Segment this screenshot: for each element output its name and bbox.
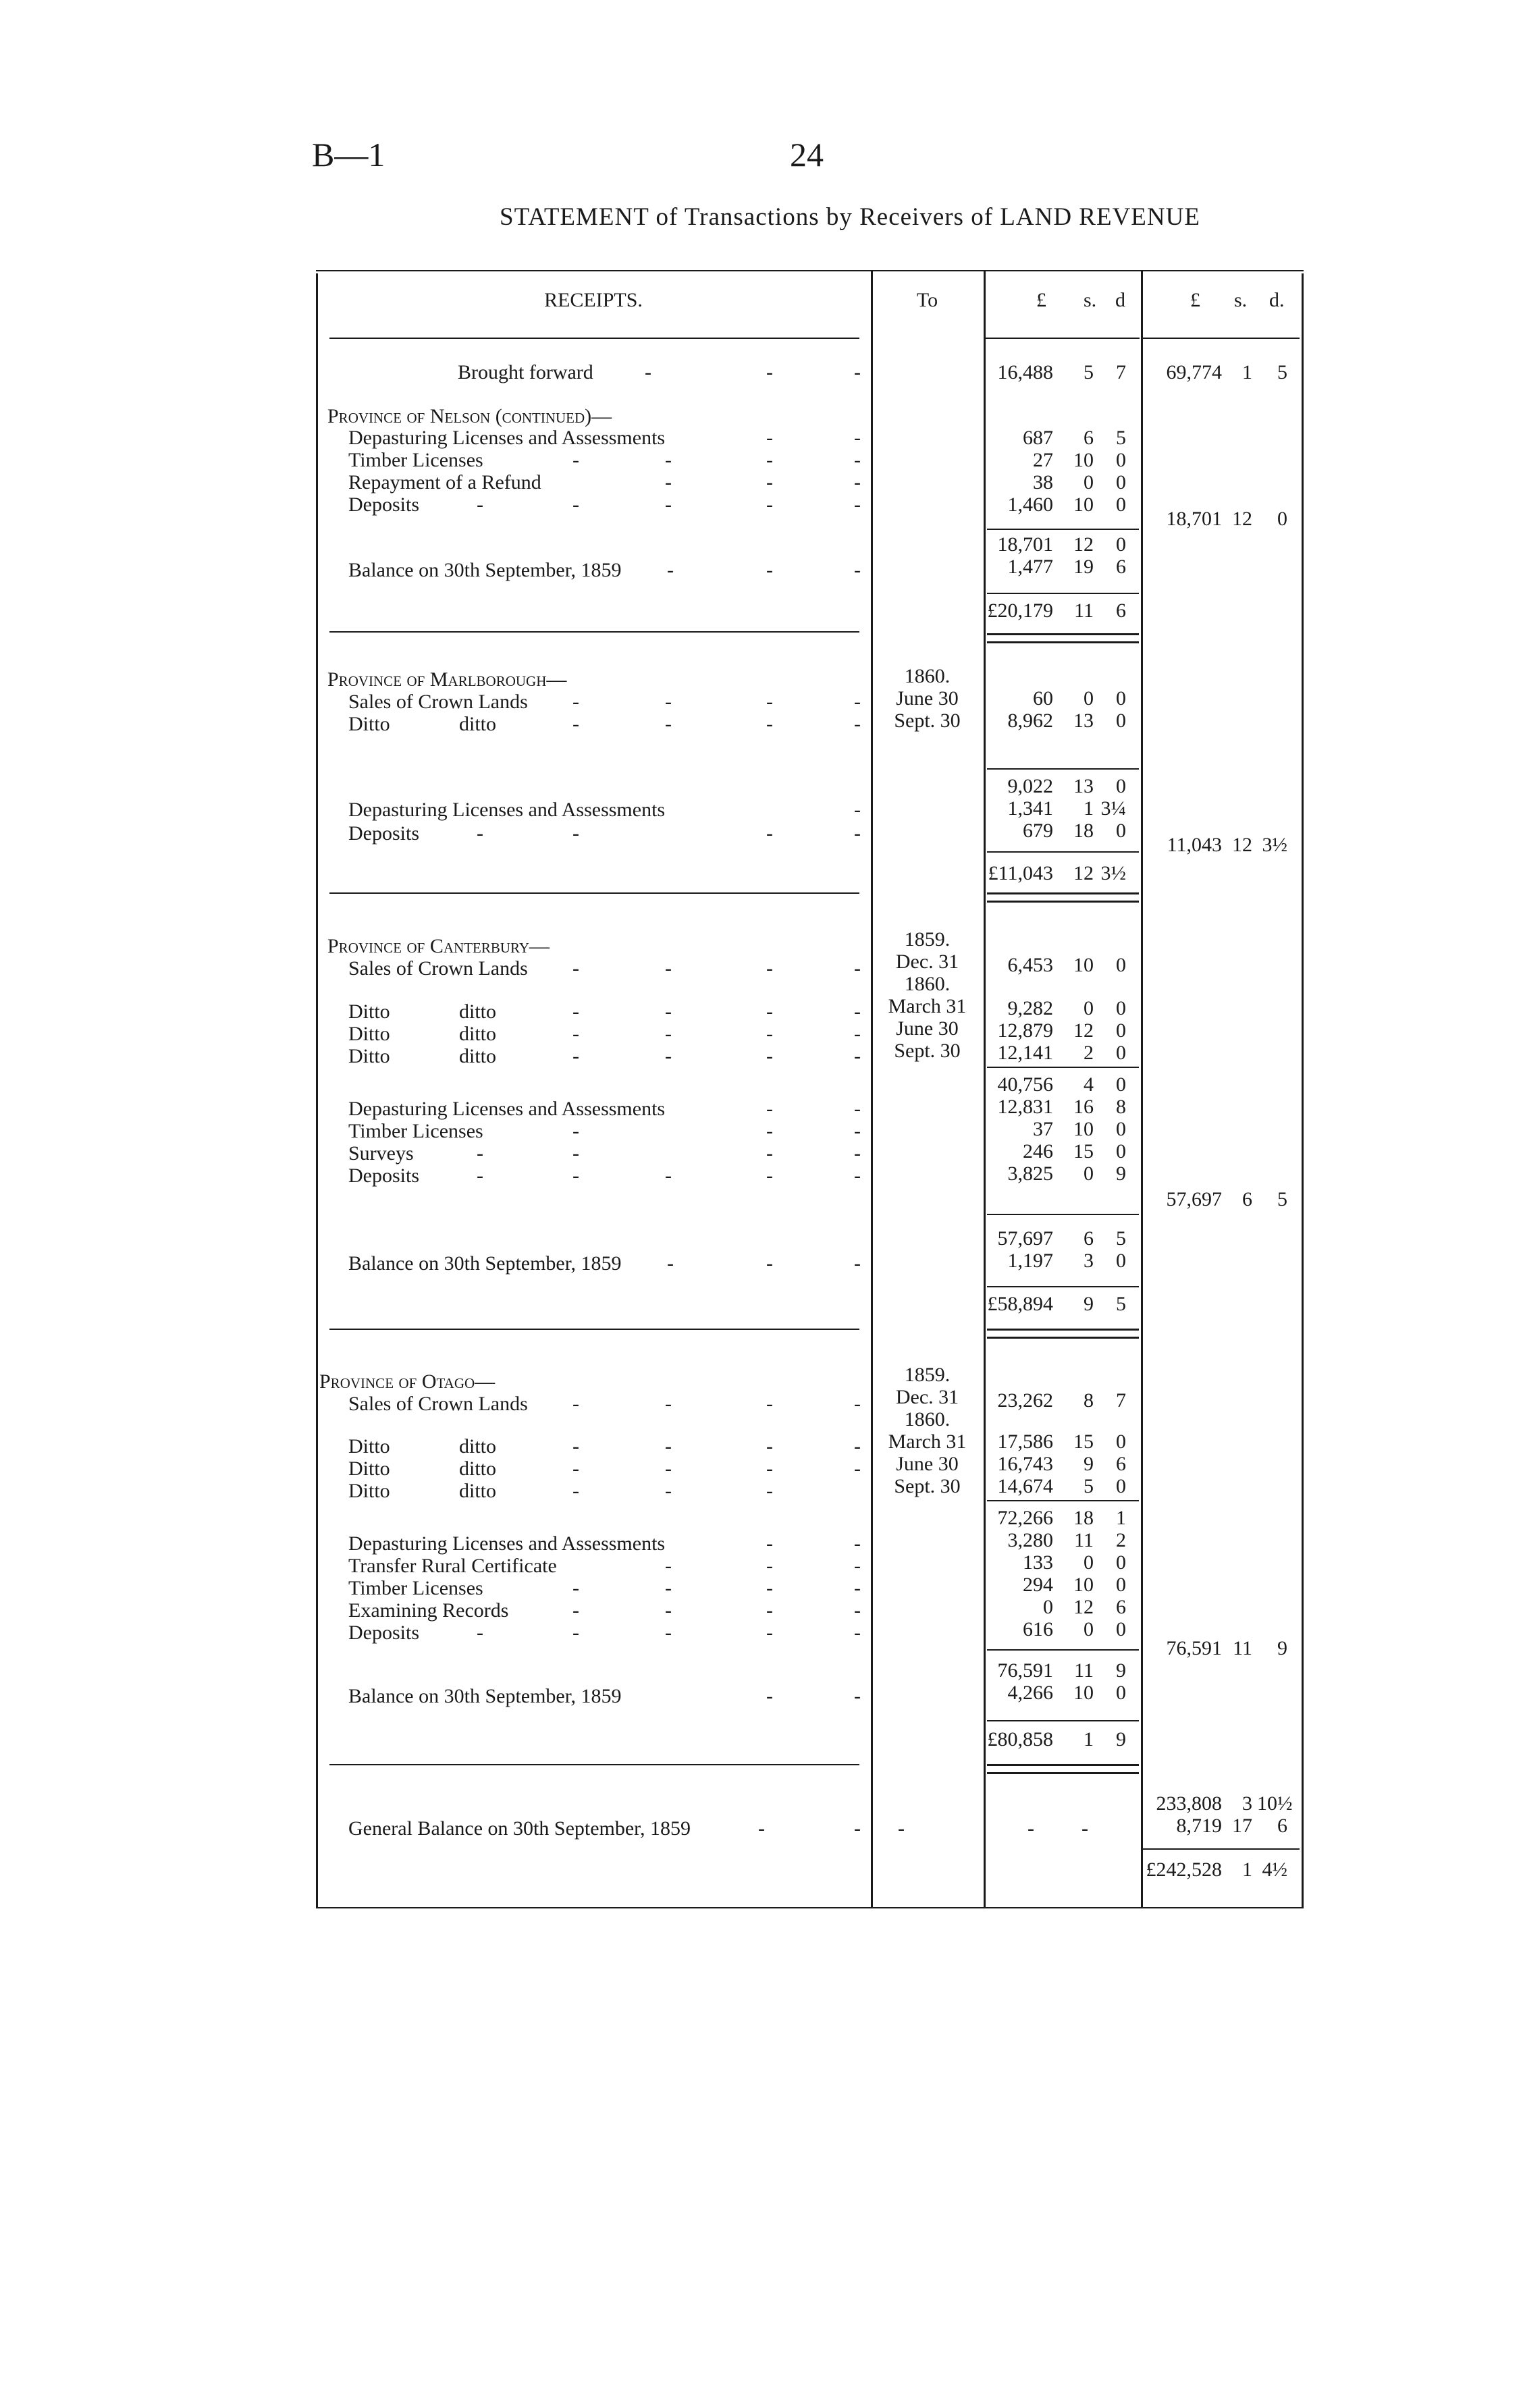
amount-pounds: 14,674 (997, 1475, 1053, 1497)
col-header-pence-total: d. (1269, 289, 1285, 311)
total-pounds: 69,774 (1166, 361, 1222, 383)
amount-shillings: 0 (1084, 997, 1094, 1019)
date-year: 1860. (904, 665, 951, 687)
amount-pence: 5 (1116, 427, 1126, 449)
row-label: Deposits (348, 1622, 419, 1644)
row-label: Depasturing Licenses and Assessments (348, 1532, 666, 1555)
amount-pounds: 27 (1033, 449, 1053, 471)
amount-shillings: 3 (1084, 1250, 1094, 1272)
row-label: Timber Licenses (348, 1120, 483, 1142)
amount-pence: 0 (1116, 1073, 1126, 1096)
total-pence: 9 (1277, 1637, 1287, 1659)
row-label: Examining Records (348, 1599, 509, 1622)
amount-shillings: 12 (1073, 533, 1094, 556)
amount-shillings: 0 (1084, 471, 1094, 493)
amount-pence: 0 (1116, 1250, 1126, 1272)
total-shillings: 12 (1232, 508, 1252, 530)
total-shillings: 11 (1233, 1637, 1252, 1659)
amount-pence: 0 (1116, 997, 1126, 1019)
amount-shillings: 15 (1073, 1430, 1094, 1453)
amount-pence: 7 (1116, 361, 1126, 383)
amount-pounds: 76,591 (997, 1659, 1053, 1682)
row-label: Deposits (348, 493, 419, 516)
amount-shillings: 8 (1084, 1389, 1094, 1412)
amount-pounds: 16,488 (997, 361, 1053, 383)
col-header-receipts: RECEIPTS. (544, 289, 643, 311)
row-label: Surveys (348, 1142, 414, 1165)
amount-pence: 3¼ (1100, 797, 1126, 820)
amount-shillings: 10 (1073, 1682, 1094, 1704)
row-label: Ditto (348, 1435, 390, 1457)
amount-pence: 5 (1116, 1293, 1126, 1315)
date-cell: March 31 (888, 995, 967, 1017)
amount-pounds: 1,197 (1007, 1250, 1053, 1272)
section-heading-otago: Province of Otago— (319, 1370, 496, 1393)
row-label: Ditto (348, 1457, 390, 1480)
row-label: Timber Licenses (348, 1577, 483, 1599)
amount-pence: 0 (1116, 1682, 1126, 1704)
amount-pence: 0 (1116, 449, 1126, 471)
col-header-pounds: £ (1036, 289, 1046, 311)
amount-pounds: 687 (1023, 427, 1053, 449)
amount-pounds: 23,262 (997, 1389, 1053, 1412)
row-label: Timber Licenses (348, 449, 483, 471)
amount-pounds: 17,586 (997, 1430, 1053, 1453)
col-header-pounds-total: £ (1190, 289, 1200, 311)
grand-total-shillings: 1 (1242, 1858, 1252, 1881)
page-number: 24 (790, 136, 824, 173)
amount-shillings: 18 (1073, 820, 1094, 842)
amount-pence: 0 (1116, 533, 1126, 556)
amount-pounds: 12,879 (997, 1019, 1053, 1042)
amount-pounds: 9,022 (1007, 775, 1053, 797)
row-label: Ditto (348, 1023, 390, 1045)
date-year: 1860. (904, 1408, 951, 1430)
total-shillings: 12 (1232, 834, 1252, 856)
date-cell: Sept. 30 (894, 1040, 961, 1062)
date-cell: Sept. 30 (894, 1475, 961, 1497)
amount-pounds: 1,477 (1007, 556, 1053, 578)
total-pounds: 233,808 (1156, 1792, 1222, 1815)
date-cell: March 31 (888, 1430, 967, 1453)
amount-pounds: 1,341 (1007, 797, 1053, 820)
amount-pounds: 57,697 (997, 1227, 1053, 1250)
amount-pence: 0 (1116, 710, 1126, 732)
date-year: 1859. (904, 1364, 951, 1386)
document-series-label: B—1 (312, 136, 385, 173)
amount-pence: 0 (1116, 1019, 1126, 1042)
amount-pounds: 38 (1033, 471, 1053, 493)
amount-pounds: 37 (1033, 1118, 1053, 1140)
row-label: Ditto (348, 1045, 390, 1067)
row-label: Balance on 30th September, 1859 (348, 559, 622, 581)
col-header-to: To (916, 289, 938, 311)
grand-total-pounds: £242,528 (1146, 1858, 1222, 1881)
amount-pence: 3½ (1100, 862, 1126, 884)
total-pence: 5 (1277, 361, 1287, 383)
total-pence: 3½ (1262, 834, 1287, 856)
amount-shillings: 0 (1084, 1162, 1094, 1185)
amount-shillings: 13 (1073, 775, 1094, 797)
amount-shillings: 11 (1074, 599, 1094, 622)
date-year: 1859. (904, 928, 951, 951)
row-label: Depasturing Licenses and Assessments (348, 799, 666, 821)
row-label: Ditto (348, 1000, 390, 1023)
amount-shillings: 0 (1084, 687, 1094, 710)
amount-pence: 2 (1116, 1529, 1126, 1551)
amount-pounds: 679 (1023, 820, 1053, 842)
amount-pounds: 40,756 (997, 1073, 1053, 1096)
amount-shillings: 1 (1084, 797, 1094, 820)
amount-pence: 6 (1116, 599, 1126, 622)
amount-pounds: 4,266 (1007, 1682, 1053, 1704)
total-shillings: 3 (1242, 1792, 1252, 1815)
amount-pounds: 1,460 (1007, 493, 1053, 516)
total-pounds: 11,043 (1167, 834, 1222, 856)
amount-pounds: 12,141 (997, 1042, 1053, 1064)
amount-pence: 0 (1116, 687, 1126, 710)
amount-pence: 0 (1116, 1475, 1126, 1497)
total-pounds: 8,719 (1176, 1815, 1222, 1837)
amount-pounds: 616 (1023, 1618, 1053, 1640)
total-shillings: 17 (1232, 1815, 1252, 1837)
amount-pounds: 9,282 (1007, 997, 1053, 1019)
amount-shillings: 4 (1084, 1073, 1094, 1096)
amount-pounds: 246 (1023, 1140, 1053, 1162)
amount-pounds: 294 (1023, 1574, 1053, 1596)
amount-pounds: 3,280 (1007, 1529, 1053, 1551)
total-pounds: 76,591 (1166, 1637, 1222, 1659)
amount-pence: 0 (1116, 1574, 1126, 1596)
amount-pounds: 60 (1033, 687, 1053, 710)
amount-pence: 1 (1116, 1507, 1126, 1529)
amount-shillings: 2 (1084, 1042, 1094, 1064)
amount-pence: 0 (1116, 1551, 1126, 1574)
section-heading-marlborough: Province of Marlborough— (327, 668, 567, 691)
amount-shillings: 6 (1084, 1227, 1094, 1250)
amount-shillings: 10 (1073, 954, 1094, 976)
row-label: Deposits (348, 822, 419, 845)
row-label: Sales of Crown Lands (348, 1393, 528, 1415)
date-cell: Dec. 31 (895, 951, 959, 973)
amount-shillings: 16 (1073, 1096, 1094, 1118)
amount-shillings: 19 (1073, 556, 1094, 578)
date-year: 1860. (904, 973, 951, 995)
amount-pence: 8 (1116, 1096, 1126, 1118)
amount-shillings: 12 (1073, 1019, 1094, 1042)
amount-pence: 0 (1116, 1118, 1126, 1140)
amount-shillings: 13 (1073, 710, 1094, 732)
col-header-pence: d (1115, 289, 1125, 311)
amount-shillings: 0 (1084, 1551, 1094, 1574)
date-cell: June 30 (896, 1453, 959, 1475)
amount-pounds: 6,453 (1007, 954, 1053, 976)
amount-pounds: 16,743 (997, 1453, 1053, 1475)
amount-pence: 0 (1116, 1618, 1126, 1640)
row-label: Balance on 30th September, 1859 (348, 1252, 622, 1275)
amount-shillings: 11 (1074, 1659, 1094, 1682)
amount-pounds: £80,858 (987, 1728, 1053, 1750)
amount-pounds: 12,831 (997, 1096, 1053, 1118)
total-pence: 10½ (1257, 1792, 1293, 1815)
amount-pence: 7 (1116, 1389, 1126, 1412)
amount-pence: 0 (1116, 775, 1126, 797)
total-shillings: 6 (1242, 1188, 1252, 1210)
total-shillings: 1 (1242, 361, 1252, 383)
amount-pence: 5 (1116, 1227, 1126, 1250)
row-label: Depasturing Licenses and Assessments (348, 427, 666, 449)
col-header-shillings: s. (1084, 289, 1097, 311)
statement-title: STATEMENT of Transactions by Receivers of LAND REVENUE (500, 203, 1200, 231)
general-balance-label: General Balance on 30th September, 1859 (348, 1817, 691, 1840)
amount-pence: 6 (1116, 556, 1126, 578)
grand-total-pence: 4½ (1262, 1858, 1287, 1881)
row-label-ditto: ditto (459, 1023, 497, 1045)
amount-shillings: 1 (1084, 1728, 1094, 1750)
amount-pence: 9 (1116, 1659, 1126, 1682)
total-pence: 0 (1277, 508, 1287, 530)
amount-shillings: 10 (1073, 449, 1094, 471)
amount-pounds: 133 (1023, 1551, 1053, 1574)
date-cell: June 30 (896, 687, 959, 710)
col-header-shillings-total: s. (1234, 289, 1248, 311)
row-label: Repayment of a Refund (348, 471, 541, 493)
amount-pounds: 8,962 (1007, 710, 1053, 732)
row-label: Sales of Crown Lands (348, 957, 528, 980)
amount-pence: 0 (1116, 1042, 1126, 1064)
section-heading-canterbury: Province of Canterbury— (327, 935, 550, 957)
amount-pence: 9 (1116, 1162, 1126, 1185)
row-label-ditto: ditto (459, 1435, 497, 1457)
amount-shillings: 18 (1073, 1507, 1094, 1529)
amount-shillings: 9 (1084, 1293, 1094, 1315)
amount-shillings: 12 (1073, 862, 1094, 884)
amount-pence: 0 (1116, 1430, 1126, 1453)
amount-shillings: 15 (1073, 1140, 1094, 1162)
amount-pounds: 0 (1043, 1596, 1053, 1618)
row-label: Balance on 30th September, 1859 (348, 1685, 622, 1707)
amount-shillings: 11 (1074, 1529, 1094, 1551)
amount-shillings: 6 (1084, 427, 1094, 449)
amount-pence: 0 (1116, 954, 1126, 976)
row-label: Sales of Crown Lands (348, 691, 528, 713)
amount-pounds: £11,043 (988, 862, 1053, 884)
amount-pence: 0 (1116, 471, 1126, 493)
amount-pence: 0 (1116, 1140, 1126, 1162)
date-cell: June 30 (896, 1017, 959, 1040)
row-label: Deposits (348, 1165, 419, 1187)
row-label-ditto: ditto (459, 1000, 497, 1023)
amount-pounds: £58,894 (987, 1293, 1053, 1315)
amount-shillings: 0 (1084, 1618, 1094, 1640)
amount-pence: 6 (1116, 1596, 1126, 1618)
amount-pounds: 72,266 (997, 1507, 1053, 1529)
date-cell: Dec. 31 (895, 1386, 959, 1408)
total-pounds: 18,701 (1166, 508, 1222, 530)
amount-shillings: 5 (1084, 361, 1094, 383)
row-label-ditto: ditto (459, 1045, 497, 1067)
row-label: Brought forward (458, 361, 593, 383)
row-label-ditto: ditto (459, 1480, 497, 1502)
amount-shillings: 12 (1073, 1596, 1094, 1618)
amount-pounds: 3,825 (1007, 1162, 1053, 1185)
amount-shillings: 10 (1073, 493, 1094, 516)
amount-pounds: £20,179 (987, 599, 1053, 622)
amount-pence: 0 (1116, 820, 1126, 842)
row-label: Transfer Rural Certificate (348, 1555, 557, 1577)
total-pounds: 57,697 (1166, 1188, 1222, 1210)
amount-pounds: 18,701 (997, 533, 1053, 556)
total-pence: 6 (1277, 1815, 1287, 1837)
amount-shillings: 9 (1084, 1453, 1094, 1475)
section-heading-nelson: Province of Nelson (continued)— (327, 405, 612, 427)
row-label-ditto: ditto (459, 1457, 497, 1480)
row-label: Ditto (348, 713, 390, 735)
amount-shillings: 10 (1073, 1118, 1094, 1140)
row-label: Depasturing Licenses and Assessments (348, 1098, 666, 1120)
amount-shillings: 5 (1084, 1475, 1094, 1497)
amount-shillings: 10 (1073, 1574, 1094, 1596)
total-pence: 5 (1277, 1188, 1287, 1210)
amount-pence: 0 (1116, 493, 1126, 516)
row-label: Ditto (348, 1480, 390, 1502)
row-label-ditto: ditto (459, 713, 497, 735)
amount-pence: 9 (1116, 1728, 1126, 1750)
date-cell: Sept. 30 (894, 710, 961, 732)
amount-pence: 6 (1116, 1453, 1126, 1475)
